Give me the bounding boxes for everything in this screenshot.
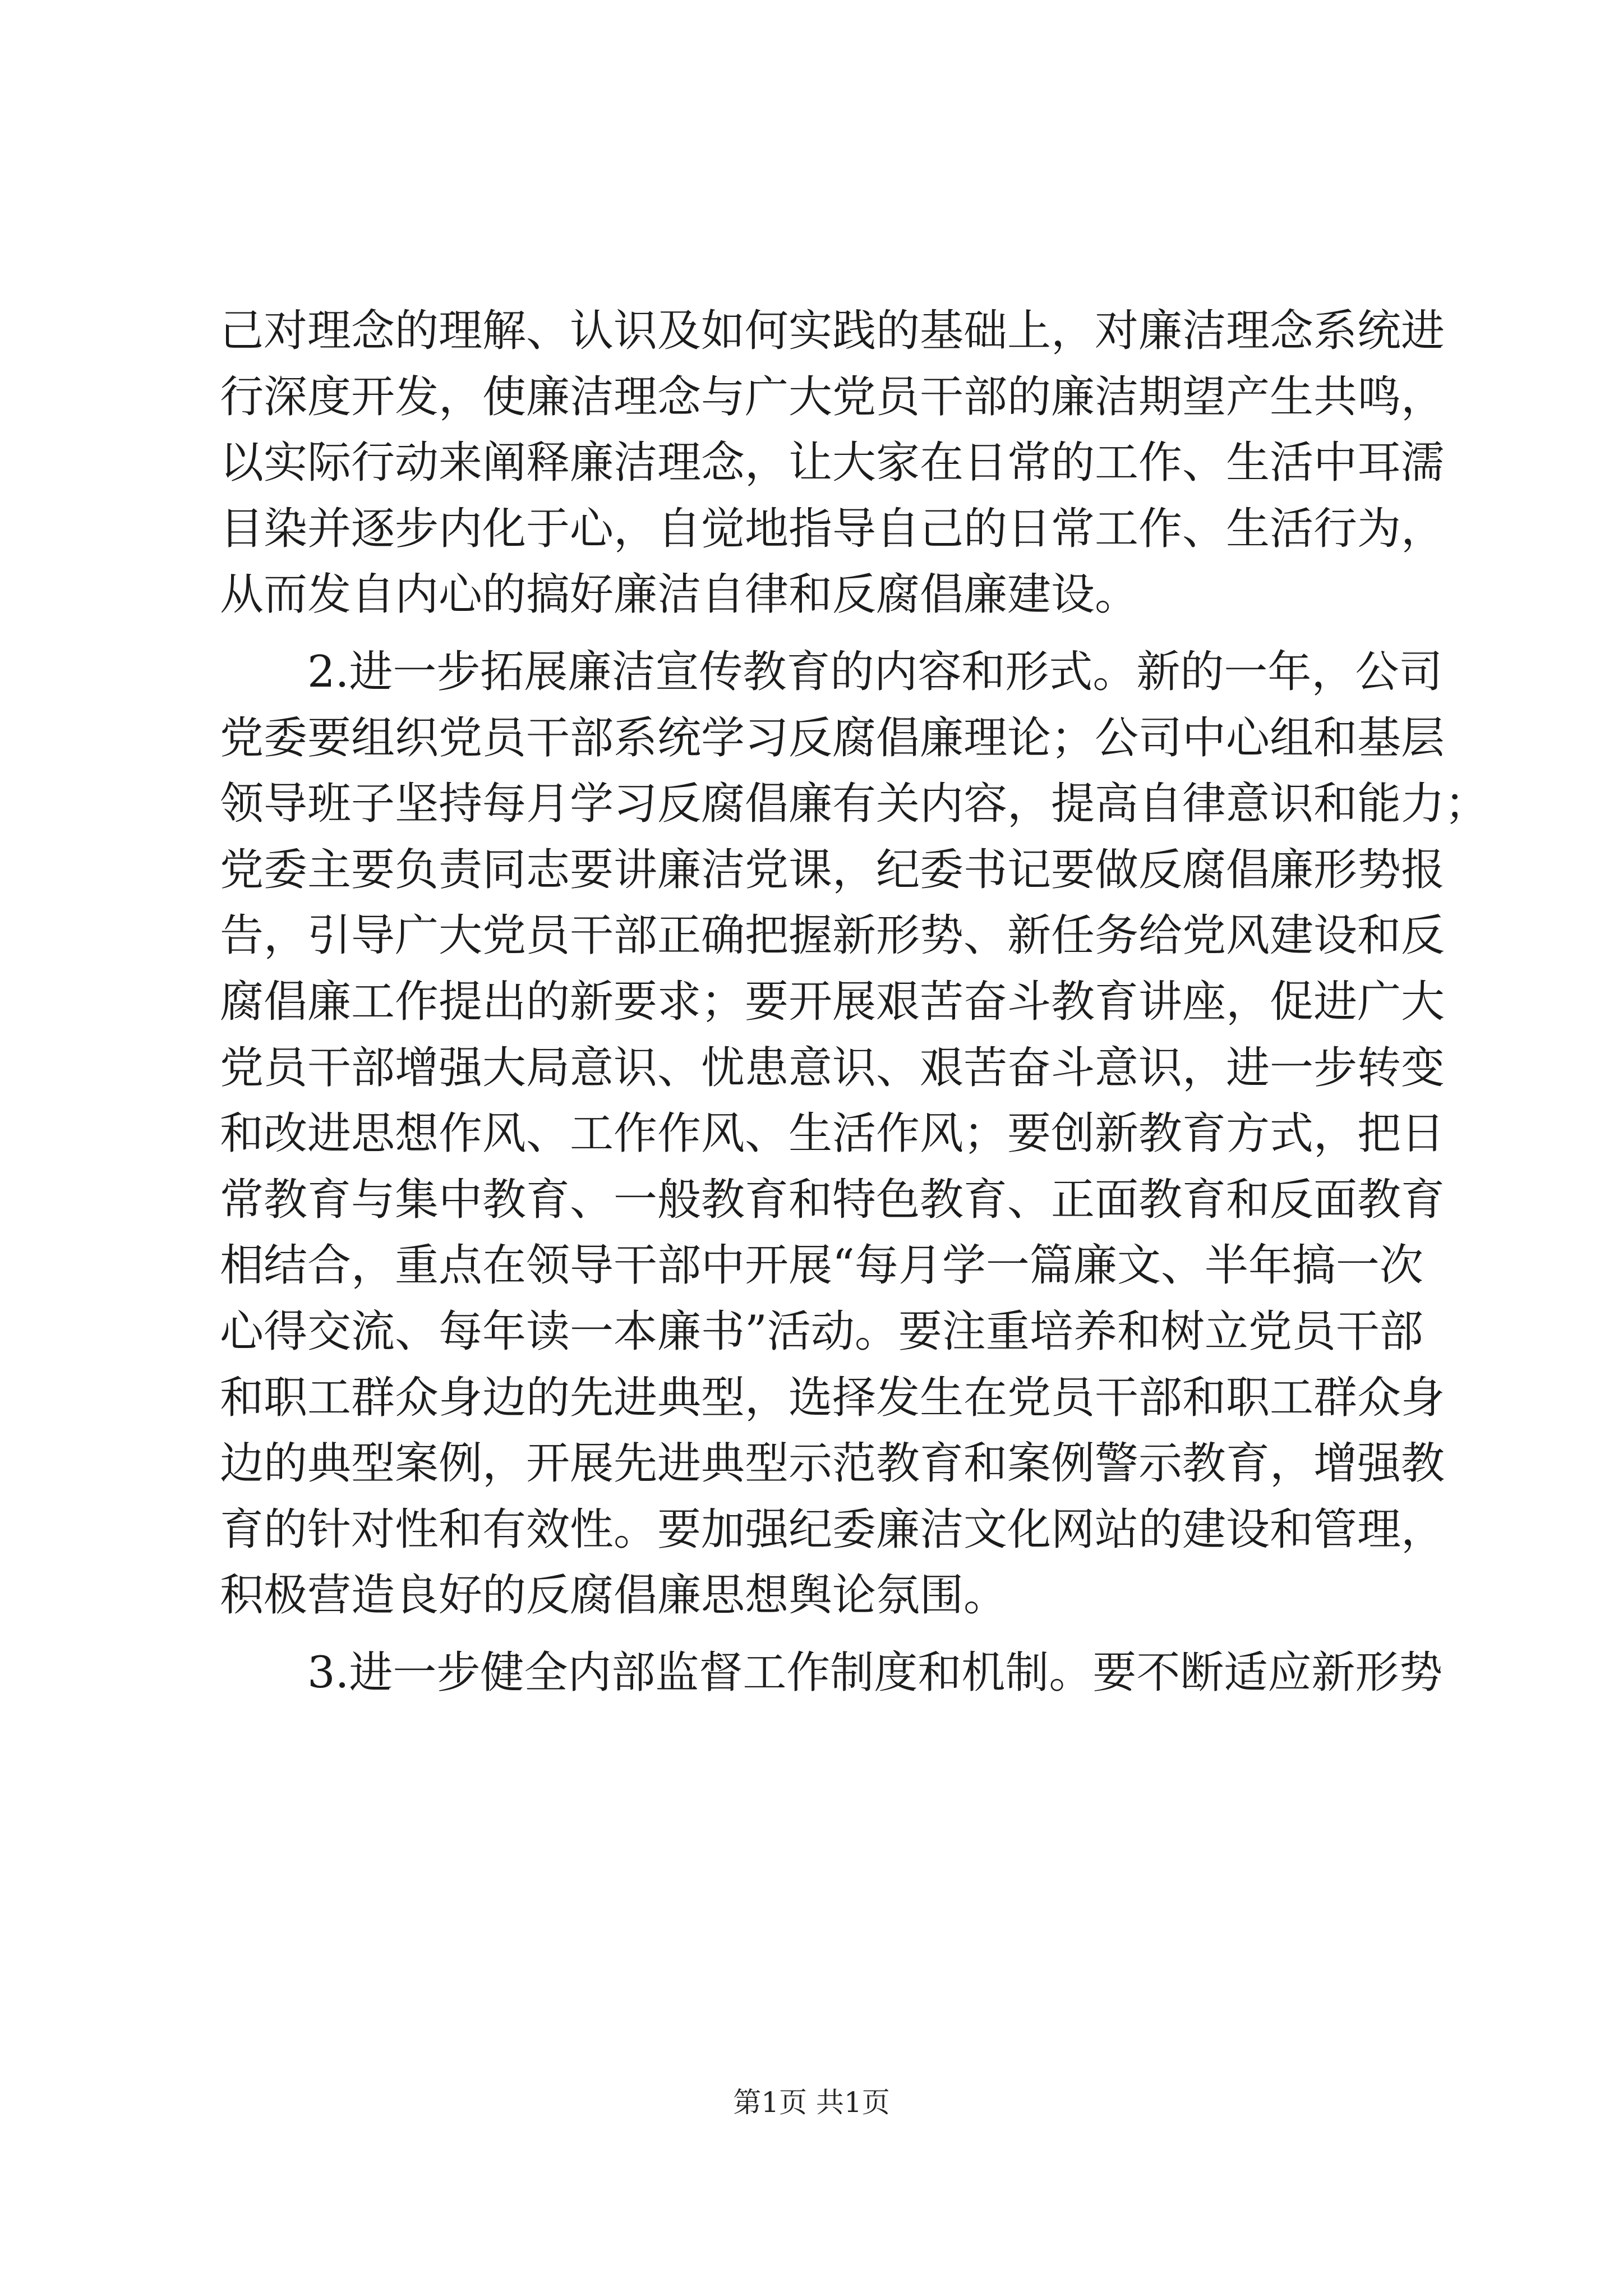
paragraph-gap xyxy=(220,1629,1421,1640)
text-line: 腐倡廉工作提出的新要求；要开展艰苦奋斗教育讲座，促进广大 xyxy=(220,976,1445,1027)
text-line: 领导班子坚持每月学习反腐倡廉有关内容，提高自律意识和能力； xyxy=(220,779,1489,830)
text-line: 积极营造良好的反腐倡廉思想舆论氛围。 xyxy=(220,1570,1008,1621)
paragraph-gap xyxy=(220,628,1421,639)
text-line: 育的针对性和有效性。要加强纪委廉洁文化网站的建设和管理， xyxy=(220,1504,1445,1555)
paragraph xyxy=(220,639,1489,1629)
text-line: 心得交流、每年读一本廉书”活动。要注重培养和树立党员干部 xyxy=(220,1306,1423,1357)
text-line: 以实际行动来阐释廉洁理念，让大家在日常的工作、生活中耳濡 xyxy=(220,438,1445,489)
text-line: 党员干部增强大局意识、忧患意识、艰苦奋斗意识，进一步转变 xyxy=(220,1042,1445,1093)
page-footer: 第1页 共1页 xyxy=(733,2086,890,2119)
document-body xyxy=(220,298,1489,1706)
text-line: 3.进一步健全内部监督工作制度和机制。要不断适应新形势 xyxy=(307,1647,1443,1698)
text-line: 从而发自内心的搞好廉洁自律和反腐倡廉建设。 xyxy=(220,569,1139,620)
text-line: 党委主要负责同志要讲廉洁党课，纪委书记要做反腐倡廉形势报 xyxy=(220,844,1445,895)
text-line: 2.进一步拓展廉洁宣传教育的内容和形式。新的一年，公司 xyxy=(307,646,1443,697)
text-line: 和改进思想作风、工作作风、生活作风；要创新教育方式，把日 xyxy=(220,1108,1445,1159)
text-line: 行深度开发，使廉洁理念与广大党员干部的廉洁期望产生共鸣， xyxy=(220,371,1445,422)
text-line: 和职工群众身边的先进典型，选择发生在党员干部和职工群众身 xyxy=(220,1372,1445,1423)
text-line: 目染并逐步内化于心，自觉地指导自己的日常工作、生活行为， xyxy=(220,503,1445,554)
paragraph xyxy=(220,1640,1443,1706)
text-line: 党委要组织党员干部系统学习反腐倡廉理论；公司中心组和基层 xyxy=(220,712,1445,763)
text-line: 常教育与集中教育、一般教育和特色教育、正面教育和反面教育 xyxy=(220,1174,1445,1225)
text-line: 边的典型案例，开展先进典型示范教育和案例警示教育，增强教 xyxy=(220,1438,1445,1489)
text-line: 相结合，重点在领导干部中开展“每月学一篇廉文、半年搞一次 xyxy=(220,1240,1423,1291)
paragraph xyxy=(220,298,1445,628)
text-line: 己对理念的理解、认识及如何实践的基础上，对廉洁理念系统进 xyxy=(220,306,1445,356)
text-line: 告，引导广大党员干部正确把握新形势、新任务给党风建设和反 xyxy=(220,910,1445,961)
